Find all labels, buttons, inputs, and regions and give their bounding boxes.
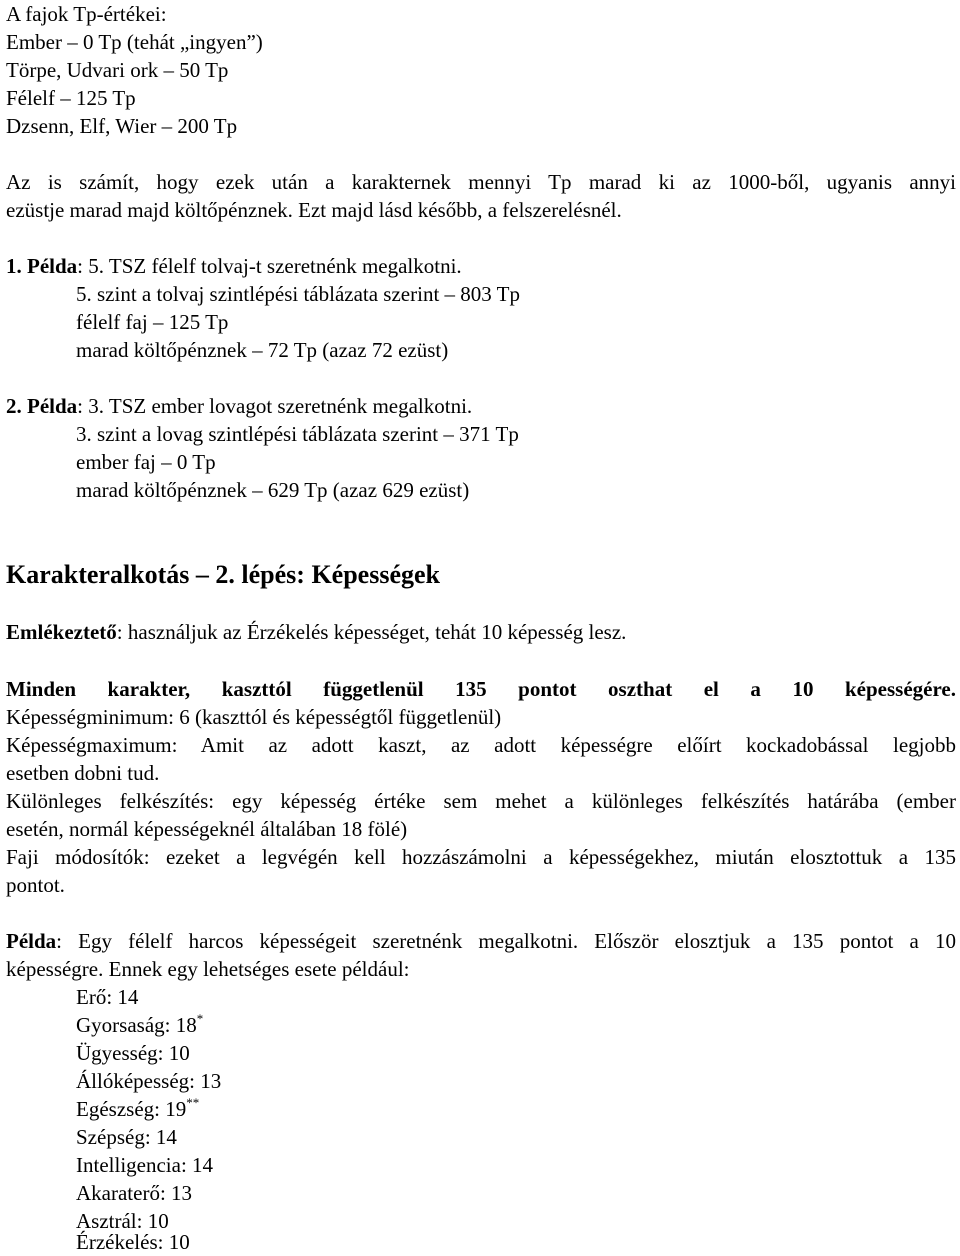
special-line-cont: esetén, normál képességeknél általában 18 fölé) xyxy=(6,817,408,841)
example1-text: : 5. TSZ félelf tolvaj-t szeretnénk megalkotni. xyxy=(77,254,462,278)
example1-label: Példa xyxy=(27,254,78,278)
reminder-label: Emlékeztető xyxy=(6,620,117,644)
ability-item xyxy=(76,1179,192,1207)
example3-label: Példa xyxy=(6,929,57,953)
ability-text: Asztrál: 10 xyxy=(76,1209,169,1233)
reminder-line xyxy=(6,618,626,646)
race-cost-line: Törpe, Udvari ork – 50 Tp xyxy=(6,58,229,82)
ability-item xyxy=(76,983,138,1011)
special-line: Különleges felkészítés: egy képesség értéke sem mehet a különleges felkészítés határába (ember xyxy=(6,789,956,813)
ability-text: Érzékelés: 10 xyxy=(76,1230,190,1254)
example1-line: félelf faj – 125 Tp xyxy=(76,310,229,334)
ability-item xyxy=(76,1067,221,1095)
race-cost-line: Félelf – 125 Tp xyxy=(6,86,136,110)
example2-number: 2. xyxy=(6,394,22,418)
remaining-note-line: Az is számít, hogy ezek után a karakternek mennyi Tp marad ki az 1000-ből, ugyanis annyi xyxy=(6,170,956,194)
ability-text: Szépség: 14 xyxy=(76,1125,177,1149)
example2-line: ember faj – 0 Tp xyxy=(76,450,216,474)
race-costs-title: A fajok Tp-értékei: xyxy=(6,2,167,26)
rule-bold-line: Minden karakter, kaszttól függetlenül 135 pontot oszthat el a 10 képességére. xyxy=(6,677,956,701)
example2-header xyxy=(6,392,472,420)
faji-line: Faji módosítók: ezeket a legvégén kell hozzászámolni a képességekhez, miután elosztottuk a 135 xyxy=(6,845,956,869)
ability-item xyxy=(76,1095,199,1123)
ability-item xyxy=(76,1228,190,1256)
ability-text: Erő: 14 xyxy=(76,985,139,1009)
ability-text: Gyorsaság: 18 xyxy=(76,1013,197,1037)
example1-number: 1. xyxy=(6,254,22,278)
max-line: Képességmaximum: Amit az adott kaszt, az adott képességre előírt kockadobással legjobb xyxy=(6,733,956,757)
ability-text: Intelligencia: 14 xyxy=(76,1153,214,1177)
ability-item xyxy=(76,1123,177,1151)
ability-mark: * xyxy=(196,1011,204,1026)
race-cost-line: Ember – 0 Tp (tehát „ingyen”) xyxy=(6,30,263,54)
section-heading: Karakteralkotás – 2. lépés: Képességek xyxy=(6,560,441,589)
example1-line: 5. szint a tolvaj szintlépési táblázata szerint – 803 Tp xyxy=(76,282,520,306)
faji-line-cont: pontot. xyxy=(6,873,65,897)
reminder-text: : használjuk az Érzékelés képességet, tehát 10 képesség lesz. xyxy=(116,620,627,644)
ability-text: Akaraterő: 13 xyxy=(76,1181,193,1205)
example2-line: marad költőpénznek – 629 Tp (azaz 629 ezüst) xyxy=(76,478,470,502)
ability-item xyxy=(76,1151,213,1179)
ability-mark: ** xyxy=(186,1095,200,1110)
example2-text: : 3. TSZ ember lovagot szeretnénk megalkotni. xyxy=(77,394,473,418)
race-cost-line: Dzsenn, Elf, Wier – 200 Tp xyxy=(6,114,238,138)
example1-header xyxy=(6,252,462,280)
example3-header xyxy=(6,927,956,955)
ability-item xyxy=(76,1011,203,1039)
ability-text: Egészség: 19 xyxy=(76,1097,187,1121)
ability-text: Ügyesség: 10 xyxy=(76,1041,190,1065)
example3-line: képességre. Ennek egy lehetséges esete például: xyxy=(6,957,410,981)
remaining-note-line: ezüstje marad majd költőpénznek. Ezt majd lásd később, a felszerelésnél. xyxy=(6,198,622,222)
example3-text: : Egy félelf harcos képességeit szeretnénk megalkotni. Először elosztjuk a 135 pontot a 10 xyxy=(56,929,956,953)
min-line: Képességminimum: 6 (kaszttól és képességtől függetlenül) xyxy=(6,705,502,729)
example2-line: 3. szint a lovag szintlépési táblázata szerint – 371 Tp xyxy=(76,422,519,446)
ability-text: Állóképesség: 13 xyxy=(76,1069,222,1093)
example1-line: marad költőpénznek – 72 Tp (azaz 72 ezüst) xyxy=(76,338,449,362)
max-line-cont: esetben dobni tud. xyxy=(6,761,160,785)
ability-item xyxy=(76,1039,190,1067)
example2-label: Példa xyxy=(27,394,78,418)
